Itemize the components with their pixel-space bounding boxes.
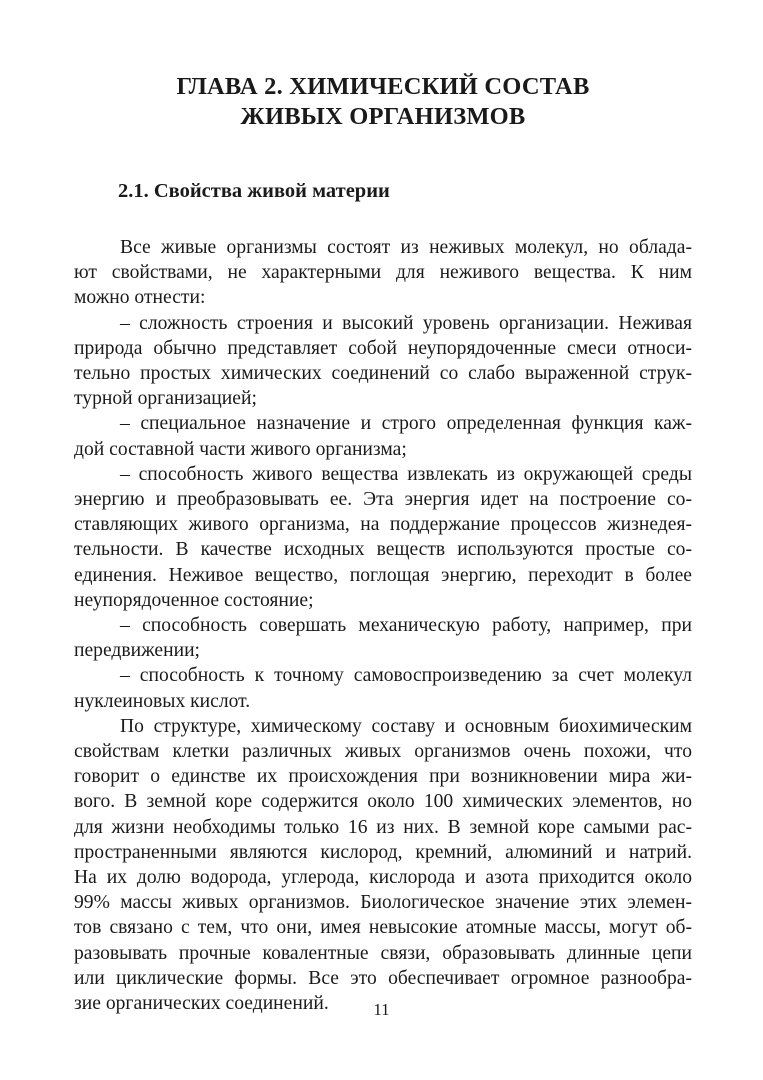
text-line: передвижении; bbox=[74, 640, 201, 662]
text-line: 99% массы живых организмов. Биологическое значение этих элемен- bbox=[74, 892, 692, 914]
text-line: тов связано с тем, что они, имея невысокие атомные массы, могут об- bbox=[74, 917, 692, 939]
text-line: По структуре, химическому составу и основным биохимическим bbox=[120, 715, 692, 737]
text-line: зие органических соединений. bbox=[74, 993, 329, 1015]
text-line: турной организацией; bbox=[74, 388, 257, 410]
text-line: для жизни необходимы только 16 из них. В земной коре самыми рас- bbox=[74, 816, 692, 838]
text-line: тельности. В качестве исходных веществ используются простые со- bbox=[74, 539, 692, 561]
text-line: дой составной части живого организма; bbox=[74, 438, 407, 460]
text-line: пространенными являются кислород, кремний, алюминий и натрий. bbox=[74, 841, 692, 863]
text-line: энергию и преобразовывать ее. Эта энергия идет на построение со- bbox=[74, 489, 692, 511]
text-line: неупорядоченное состояние; bbox=[74, 589, 314, 611]
text-line: нуклеиновых кислот. bbox=[74, 690, 251, 712]
body-text bbox=[74, 235, 692, 1016]
text-line: – способность к точному самовоспроизведению за счет молекул bbox=[120, 665, 692, 687]
text-line: вого. В земной коре содержится около 100 химических элементов, но bbox=[74, 791, 692, 813]
chapter-title-line-2: ЖИВЫХ ОРГАНИЗМОВ bbox=[240, 103, 526, 130]
text-line: – способность живого вещества извлекать из окружающей среды bbox=[120, 463, 692, 485]
chapter-title-line-1: ГЛАВА 2. ХИМИЧЕСКИЙ СОСТАВ bbox=[176, 73, 590, 100]
text-line: ставляющих живого организма, на поддержание процессов жизнедея- bbox=[74, 514, 692, 536]
document-page bbox=[74, 72, 692, 1016]
section-heading: 2.1. Свойства живой материи bbox=[118, 180, 390, 202]
page-number: 11 bbox=[373, 1000, 390, 1019]
text-line: Все живые организмы состоят из неживых молекул, но облада- bbox=[120, 237, 692, 258]
text-line: или циклические формы. Все это обеспечивает огромное разнообра- bbox=[74, 967, 692, 989]
chapter-title bbox=[74, 72, 692, 132]
text-line: природа обычно представляет собой неупорядоченные смеси относи- bbox=[74, 337, 692, 359]
text-line: разовывать прочные ковалентные связи, образовывать длинные цепи bbox=[74, 942, 692, 964]
text-line: говорит о единстве их происхождения при возникновении мира жи- bbox=[74, 766, 692, 788]
text-line: – способность совершать механическую работу, например, при bbox=[120, 615, 692, 637]
text-line: – сложность строения и высокий уровень организации. Неживая bbox=[120, 312, 692, 334]
text-line: На их долю водорода, углерода, кислорода и азота приходится около bbox=[74, 867, 692, 889]
text-line: ют свойствами, не характерными для неживого вещества. К ним bbox=[74, 262, 692, 284]
text-line: можно отнести: bbox=[74, 287, 206, 309]
text-line: тельно простых химических соединений со слабо выраженной струк- bbox=[74, 363, 692, 385]
text-line: – специальное назначение и строго определенная функция каж- bbox=[120, 413, 692, 435]
text-line: единения. Неживое вещество, поглощая энергию, переходит в более bbox=[74, 564, 692, 586]
text-line: свойствам клетки различных живых организмов очень похожи, что bbox=[74, 741, 692, 763]
